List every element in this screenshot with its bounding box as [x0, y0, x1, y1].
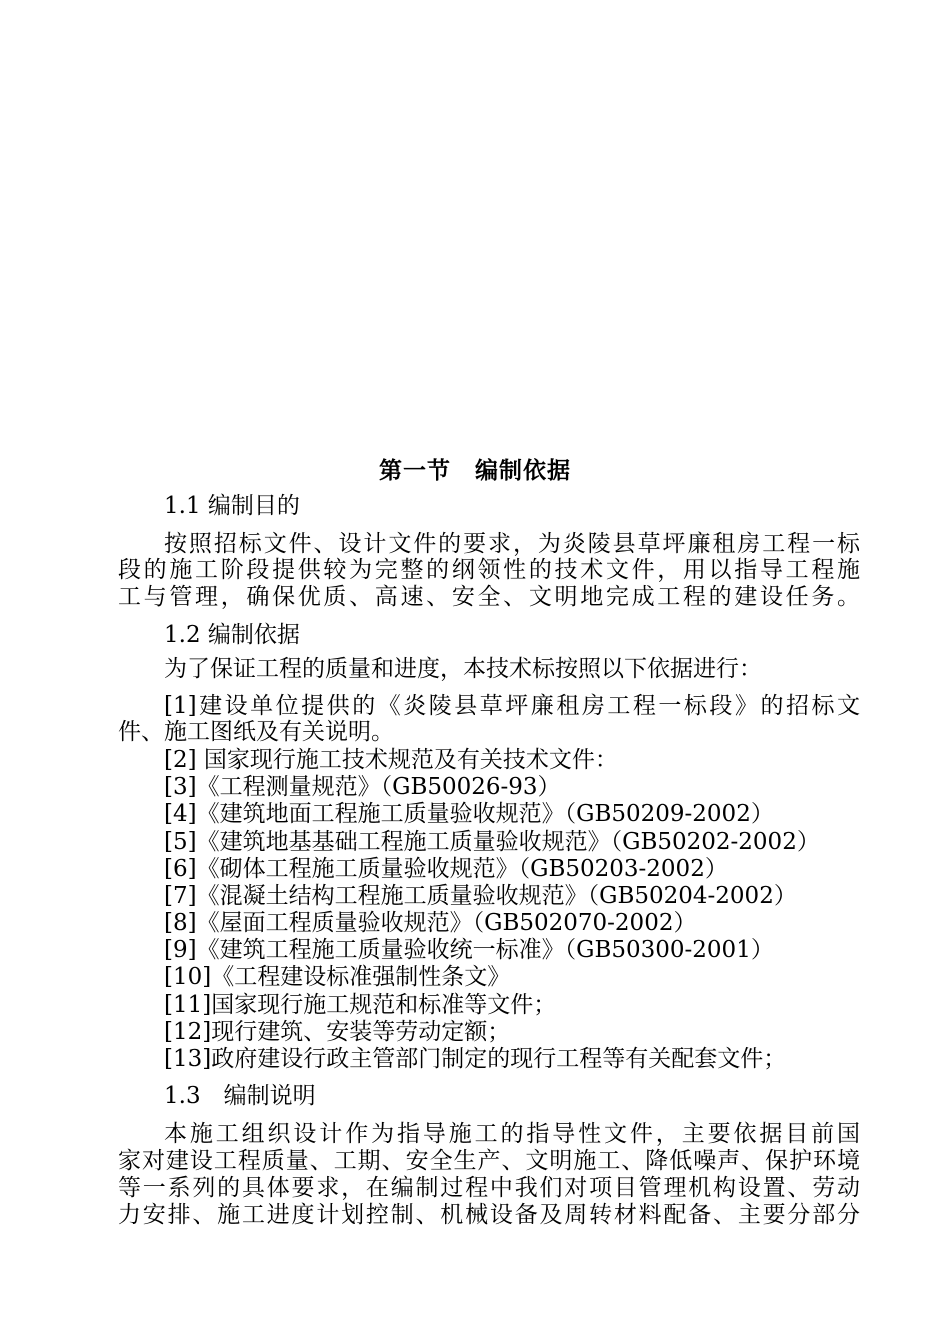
basis-item-1-line: 件、施工图纸及有关说明。 — [118, 719, 394, 745]
basis-item: [12]现行建筑、安装等劳动定额； — [164, 1019, 511, 1045]
basis-item: [3]《工程测量规范》（GB50026-93） — [164, 774, 561, 800]
basis-item: [8]《屋面工程质量验收规范》（GB502070-2002） — [164, 910, 697, 936]
heading-1-2: 1.2 编制依据 — [164, 622, 300, 648]
notes-paragraph-line: 力安排、施工进度计划控制、机械设备及周转材料配备、主要分部分 — [118, 1202, 860, 1228]
heading-1-1: 1.1 编制目的 — [164, 493, 300, 519]
basis-item-1-line: [1]建设单位提供的《炎陵县草坪廉租房工程一标段》的招标文 — [164, 693, 860, 719]
basis-item: [13]政府建设行政主管部门制定的现行工程等有关配套文件； — [164, 1046, 787, 1072]
purpose-paragraph-line: 段的施工阶段提供较为完整的纲领性的技术文件，用以指导工程施 — [118, 557, 860, 583]
basis-intro: 为了保证工程的质量和进度，本技术标按照以下依据进行： — [164, 656, 762, 682]
basis-item: [2] 国家现行施工技术规范及有关技术文件： — [164, 747, 618, 773]
basis-item: [7]《混凝土结构工程施工质量验收规范》（GB50204-2002） — [164, 883, 797, 909]
basis-item: [10]《工程建设标准强制性条文》 — [164, 964, 511, 990]
notes-paragraph-line: 家对建设工程质量、工期、安全生产、文明施工、降低噪声、保护环境 — [118, 1148, 860, 1174]
basis-item: [11]国家现行施工规范和标准等文件； — [164, 992, 557, 1018]
notes-paragraph-line: 等一系列的具体要求，在编制过程中我们对项目管理机构设置、劳动 — [118, 1175, 860, 1201]
heading-1-3: 1.3 编制说明 — [164, 1083, 316, 1109]
section-title: 第一节 编制依据 — [379, 457, 571, 484]
basis-item: [6]《砌体工程施工质量验收规范》（GB50203-2002） — [164, 856, 728, 882]
basis-item: [5]《建筑地基基础工程施工质量验收规范》（GB50202-2002） — [164, 829, 820, 855]
notes-paragraph-line: 本施工组织设计作为指导施工的指导性文件，主要依据目前国 — [164, 1121, 860, 1147]
purpose-paragraph-line: 工与管理，确保优质、高速、安全、文明地完成工程的建设任务。 — [118, 584, 860, 610]
basis-item: [9]《建筑工程施工质量验收统一标准》（GB50300-2001） — [164, 937, 774, 963]
purpose-paragraph-line: 按照招标文件、设计文件的要求，为炎陵县草坪廉租房工程一标 — [164, 531, 860, 557]
basis-item: [4]《建筑地面工程施工质量验收规范》（GB50209-2002） — [164, 801, 774, 827]
